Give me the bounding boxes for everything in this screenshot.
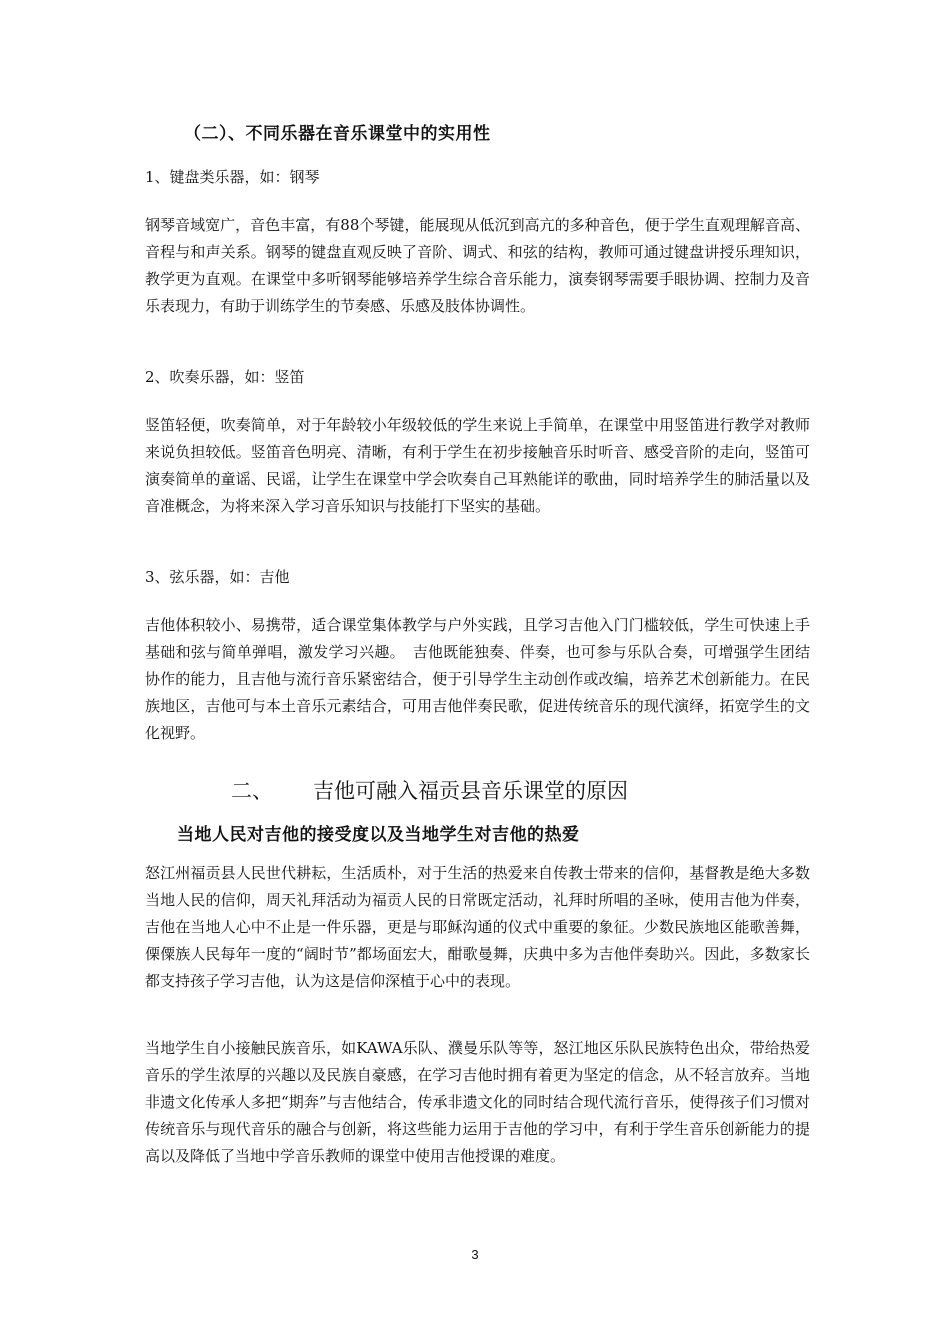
item2-paragraph: 竖笛轻便，吹奏简单，对于年龄较小年级较低的学生来说上手简单，在课堂中用竖笛进行教学对教师来说负担较低。竖笛音色明亮、清晰，有利于学生在初步接触音乐时听音、感受音阶的走向，竖笛可演奏简单的童谣、民谣，让学生在课堂中学会吹奏自己耳熟能详的歌曲，同时培养学生的肺活量以及音准概念，为将来深入学习音乐知识与技能打下坚实的基础。 <box>145 416 810 515</box>
item1-paragraph: 钢琴音域宽广，音色丰富，有88个琴键，能展现从低沉到高亢的多种音色，便于学生直观理解音高、音程与和声关系。钢琴的键盘直观反映了音阶、调式、和弦的结构，教师可通过键盘讲授乐理知识，教学更为直观。在课堂中多听钢琴能够培养学生综合音乐能力，演奏钢琴需要手眼协调、控制力及音乐表现力，有助于训练学生的节奏感、乐感及肢体协调性。 <box>145 216 810 315</box>
subsection-heading: 当地人民对吉他的接受度以及当地学生对吉他的热爱 <box>177 825 580 845</box>
item1-heading: 1、键盘类乐器，如：钢琴 <box>145 168 320 186</box>
paragraph-students: 当地学生自小接触民族音乐，如KAWA乐队、濮曼乐队等等，怒江地区乐队民族特色出众，带给热爱音乐的学生浓厚的兴趣以及民族自豪感，在学习吉他时拥有着更为坚定的信念，从不轻言放弃。当地非遗文化传承人多把“期奔”与吉他结合，传承非遗文化的同时结合现代流行音乐，使得孩子们习惯对传统音乐与现代音乐的融合与创新，将这些能力运用于吉他的学习中，有利于学生音乐创新能力的提高以及降低了当地中学音乐教师的课堂中使用吉他授课的难度。 <box>145 1039 810 1165</box>
item2-heading: 2、吹奏乐器，如：竖笛 <box>145 368 305 386</box>
paragraph-belief: 怒江州福贡县人民世代耕耘，生活质朴，对于生活的热爱来自传教士带来的信仰，基督教是绝大多数当地人民的信仰，周天礼拜活动为福贡人民的日常既定活动，礼拜时所唱的圣咏，使用吉他为伴奏，吉他在当地人心中不止是一件乐器，更是与耶稣沟通的仪式中重要的象征。少数民族地区能歌善舞，傈僳族人民每年一度的“阔时节”都场面宏大，酣歌曼舞，庆典中多为吉他伴奏助兴。因此，多数家长都支持孩子学习吉他，认为这是信仰深植于心中的表现。 <box>145 864 810 990</box>
chapter-title: 吉他可融入福贡县音乐课堂的原因 <box>313 779 628 803</box>
section-heading: （二）、不同乐器在音乐课堂中的实用性 <box>184 124 491 144</box>
item3-heading: 3、弦乐器，如：吉他 <box>145 568 290 586</box>
item3-paragraph: 吉他体积较小、易携带，适合课堂集体教学与户外实践，且学习吉他入门门槛较低，学生可快速上手基础和弦与简单弹唱，激发学习兴趣。 吉他既能独奏、伴奏，也可参与乐队合奏，可增强学生团结协作的能力，且吉他与流行音乐紧密结合，便于引导学生主动创作或改编，培养艺术创新能力。在民族地区，吉他可与本土音乐元素结合，可用吉他伴奏民歌，促进传统音乐的现代演绎，拓宽学生的文化视野。 <box>145 616 810 742</box>
page-number: 3 <box>471 1247 479 1262</box>
chapter-heading <box>231 775 628 805</box>
chapter-number: 二、 <box>231 779 273 803</box>
